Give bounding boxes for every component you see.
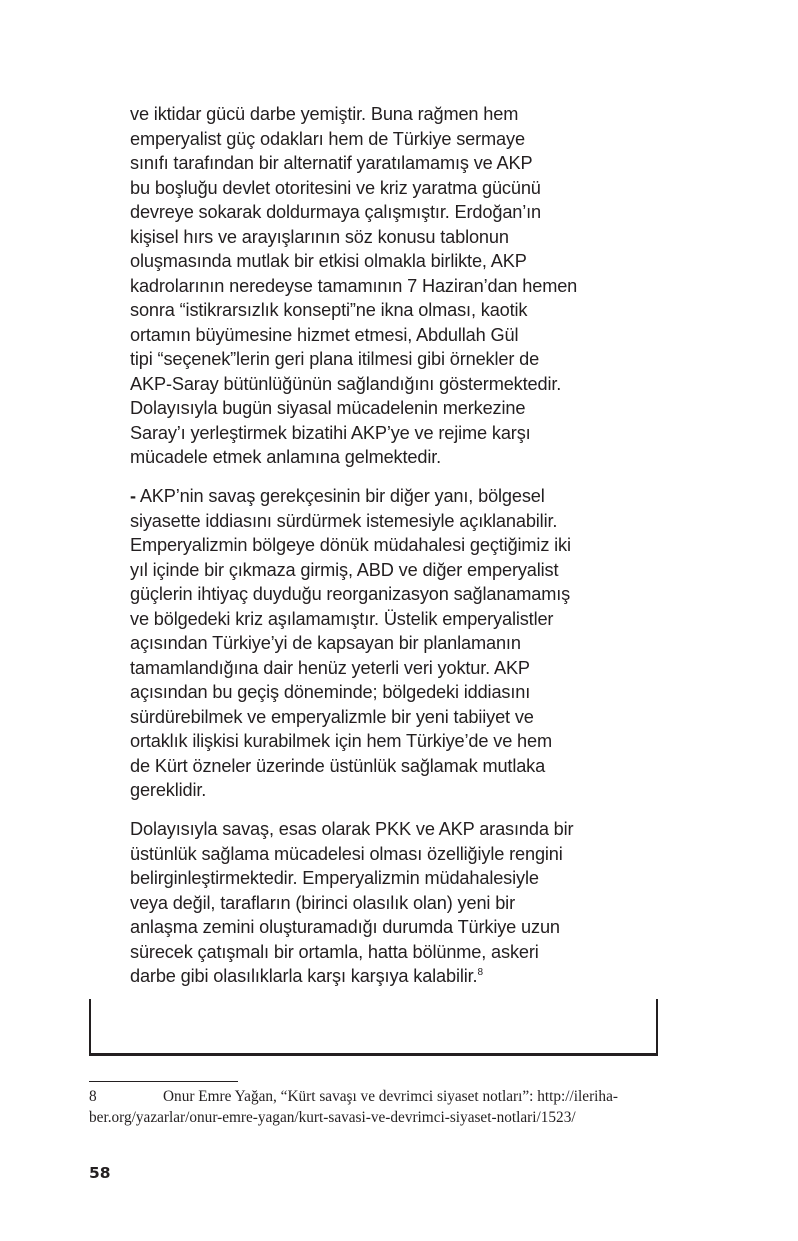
text-line: Dolayısıyla savaş, esas olarak PKK ve AKP arasında bir <box>130 819 574 840</box>
text-line: tamamlandığına dair henüz yeterli veri yoktur. AKP <box>130 657 530 678</box>
text-line <box>130 964 630 989</box>
text-line: sürecek çatışmalı bir ortamla, hatta bölünme, askeri <box>130 941 539 962</box>
text-line: emperyalist güç odakları hem de Türkiye sermaye <box>130 128 525 149</box>
text-line: Saray’ı yerleştirmek bizatihi AKP’ye ve rejime karşı <box>130 422 531 443</box>
text-line: de Kürt özneler üzerinde üstünlük sağlamak mutlaka <box>130 755 546 776</box>
footnote-reference[interactable]: 8 <box>477 967 483 979</box>
paragraph-2 <box>130 484 630 803</box>
text-line: ortamın büyümesine hizmet etmesi, Abdullah Gül <box>130 324 519 345</box>
footnote-number: 8 <box>89 1088 97 1105</box>
page-number: 58 <box>89 1164 111 1182</box>
text-line: sonra “istikrarsızlık konsepti”ne ikna olması, kaotik <box>130 300 528 320</box>
paragraph-3 <box>130 817 630 989</box>
text-line: siyasette iddiasını sürdürmek istemesiyle açıklanabilir. <box>130 510 558 531</box>
text-line: ve bölgedeki kriz aşılamamıştır. Üstelik emperyalistler <box>130 608 554 629</box>
text-line: bu boşluğu devlet otoritesini ve kriz yaratma gücünü <box>130 177 541 198</box>
text-line: yıl içinde bir çıkmaza girmiş, ABD ve diğer emperyalist <box>130 559 559 580</box>
text-line: sürdürebilmek ve emperyalizmle bir yeni tabiiyet ve <box>130 706 534 727</box>
text-line: belirginleştirmektedir. Emperyalizmin müdahalesiyle <box>130 868 539 889</box>
text-line <box>130 484 630 509</box>
text-line: mücadele etmek anlamına gelmektedir. <box>130 447 442 467</box>
text-line-content: AKP’nin savaş gerekçesinin bir diğer yanı, bölgesel <box>135 486 545 507</box>
footnote-url-line[interactable]: ber.org/yazarlar/onur-emre-yagan/kurt-savasi-ve-devrimci-siyaset-notlari/1523/ <box>89 1109 576 1126</box>
text-line: anlaşma zemini oluşturamadığı durumda Türkiye uzun <box>130 917 560 938</box>
text-line: üstünlük sağlama mücadelesi olması özelliğiyle rengini <box>130 843 563 864</box>
text-line: oluşmasında mutlak bir etkisi olmakla birlikte, AKP <box>130 251 527 271</box>
text-line: açısından bu geçiş döneminde; bölgedeki iddiasını <box>130 682 531 703</box>
text-line: Emperyalizmin bölgeye dönük müdahalesi geçtiğimiz iki <box>130 535 571 556</box>
bracket-box <box>89 999 658 1056</box>
paragraph-1 <box>130 102 630 470</box>
footnote <box>89 1086 669 1128</box>
text-line: sınıfı tarafından bir alternatif yaratılamamış ve AKP <box>130 153 533 173</box>
text-line: güçlerin ihtiyaç duyduğu reorganizasyon sağlanamamış <box>130 584 571 605</box>
footnote-text: Onur Emre Yağan, “Kürt savaşı ve devrimci siyaset notları”: http://ileriha- <box>163 1088 618 1105</box>
text-line-content: darbe gibi olasılıklarla karşı karşıya kalabilir. <box>130 966 478 987</box>
text-line: Dolayısıyla bugün siyasal mücadelenin merkezine <box>130 398 526 418</box>
text-line: kadrolarının neredeyse tamamının 7 Haziran’dan hemen <box>130 275 578 296</box>
body-text <box>130 102 630 1003</box>
lead-dash: - <box>130 486 136 507</box>
text-line: gereklidir. <box>130 780 207 801</box>
text-line: veya değil, tarafların (birinci olasılık olan) yeni bir <box>130 892 515 913</box>
text-line: tipi “seçenek”lerin geri plana itilmesi gibi örnekler de <box>130 349 540 369</box>
text-line: açısından Türkiye’yi de kapsayan bir planlamanın <box>130 633 521 654</box>
footnote-separator <box>89 1081 238 1082</box>
text-line: devreye sokarak doldurmaya çalışmıştır. Erdoğan’ın <box>130 202 542 222</box>
text-line: ve iktidar gücü darbe yemiştir. Buna rağmen hem <box>130 104 519 124</box>
text-line: AKP-Saray bütünlüğünün sağlandığını göstermektedir. <box>130 373 562 394</box>
footnote-line <box>89 1086 669 1107</box>
text-line: ortaklık ilişkisi kurabilmek için hem Türkiye’de ve hem <box>130 731 552 752</box>
text-line: kişisel hırs ve arayışlarının söz konusu tablonun <box>130 226 509 247</box>
